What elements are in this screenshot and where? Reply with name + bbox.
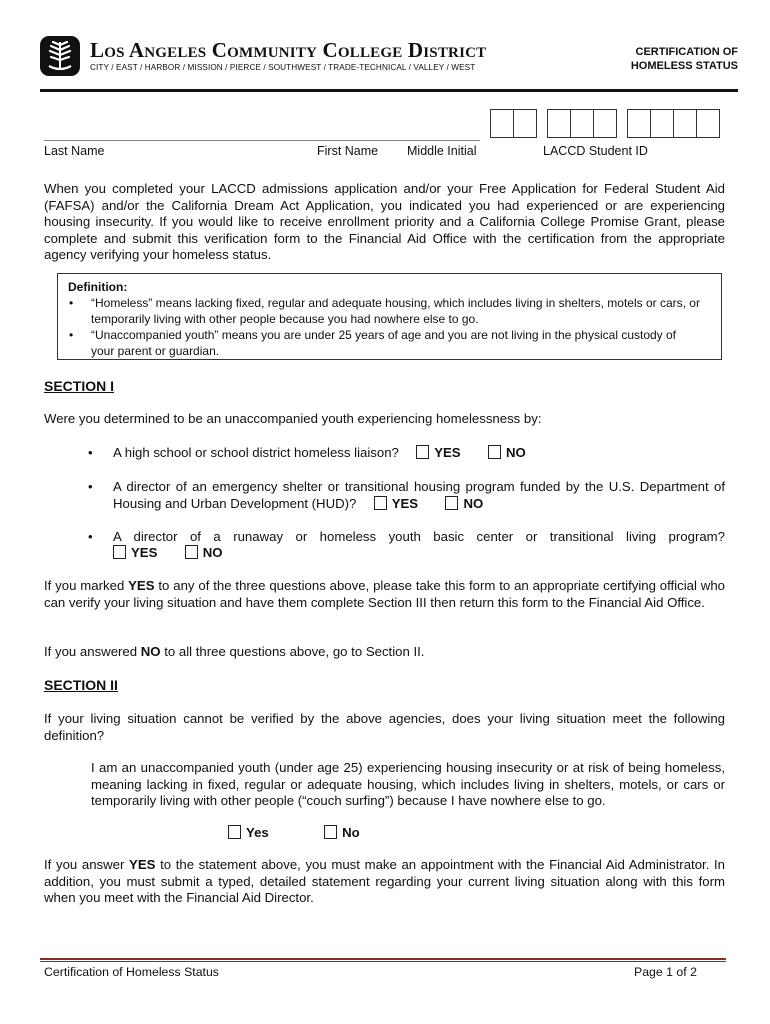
no-option[interactable]: NO [445, 496, 483, 513]
district-logo [40, 36, 80, 76]
bullet-icon: • [88, 445, 93, 460]
section-2-note: If you answer YES to the statement above, you must make an appointment with the Financial Aid Administrator. In addition, you must submit a typed, detailed statement regarding your current living situation along with this form when you meet with the Financial Aid Director. [44, 857, 725, 905]
section-1-heading: SECTION I [44, 378, 115, 394]
name-entry-line[interactable] [44, 140, 480, 141]
section-1-item-text: A director of a runaway or homeless youth basic center or transitional living program? [113, 529, 725, 544]
section-2-options [228, 825, 360, 842]
section-2-statement: I am an unaccompanied youth (under age 25) experiencing housing insecurity or at risk of being homeless, meaning lacking in fixed, regular or adequate housing, which includes living in shelters, motels, or cars or temporarily living with other people (“couch surfing”) because I have nowhere else to go. [91, 760, 725, 808]
definition-item [69, 327, 701, 359]
bullet-icon: • [88, 529, 93, 544]
student-id-digit-box[interactable] [650, 109, 674, 138]
definition-item [69, 295, 701, 327]
checkbox-icon[interactable] [324, 825, 337, 839]
checkbox-icon[interactable] [185, 545, 198, 559]
definition-title: Definition: [68, 280, 128, 294]
definition-box [57, 273, 722, 360]
checkbox-icon[interactable] [445, 496, 458, 510]
yes-option[interactable]: YES [416, 445, 460, 462]
yes-option[interactable]: Yes [228, 825, 269, 842]
no-option[interactable]: No [324, 825, 360, 842]
section-2-heading: SECTION II [44, 677, 118, 693]
section-1-item-3-options [113, 545, 223, 562]
definition-item-text: “Homeless” means lacking fixed, regular and adequate housing, which includes living in shelters, motels or cars, or temporarily living with other people because you had nowhere else to go. [91, 296, 700, 326]
student-id-digit-box[interactable] [570, 109, 594, 138]
checkbox-icon[interactable] [488, 445, 501, 459]
header-divider [40, 89, 738, 92]
student-id-digit-box[interactable] [513, 109, 537, 138]
checkbox-icon[interactable] [113, 545, 126, 559]
section-1-yes-note: If you marked YES to any of the three questions above, please take this form to an appropriate certifying official who can verify your living situation and have them complete Section III then return this form to the Financial Aid Office. [44, 578, 725, 610]
student-id-digit-box[interactable] [593, 109, 617, 138]
no-option[interactable]: NO [185, 545, 223, 562]
middle-initial-label: Middle Initial [407, 144, 477, 158]
student-id-digit-box[interactable] [673, 109, 697, 138]
section-1-item-text: A director of an emergency shelter or transitional housing program funded by the U.S. Department of Housing and Urban Development (HUD)? [113, 479, 725, 511]
document-title [631, 45, 738, 73]
checkbox-icon[interactable] [416, 445, 429, 459]
yes-option[interactable]: YES [113, 545, 157, 562]
student-id-digit-box[interactable] [627, 109, 651, 138]
district-name: Los Angeles Community College District [90, 38, 487, 62]
section-1-item [113, 479, 725, 512]
campus-list: CITY / EAST / HARBOR / MISSION / PIERCE / SOUTHWEST / TRADE-TECHNICAL / VALLEY / WEST [90, 63, 476, 72]
first-name-label: First Name [317, 144, 379, 158]
student-id-digit-box[interactable] [547, 109, 571, 138]
no-option[interactable]: NO [488, 445, 526, 462]
student-id-digit-box[interactable] [490, 109, 514, 138]
footer-divider [40, 958, 726, 960]
student-id-digit-box[interactable] [696, 109, 720, 138]
footer-divider-thin [40, 961, 726, 962]
title-line-1: CERTIFICATION OF [635, 46, 738, 58]
page-number: Page 1 of 2 [634, 965, 697, 979]
section-1-no-note: If you answered NO to all three questions above, go to Section II. [44, 644, 425, 659]
bullet-icon: • [88, 479, 93, 494]
section-1-item [113, 445, 725, 462]
section-1-question: Were you determined to be an unaccompanied youth experiencing homelessness by: [44, 411, 542, 426]
section-1-item-text: A high school or school district homeless liaison? [113, 445, 399, 460]
footer-title: Certification of Homeless Status [44, 965, 219, 979]
title-line-2: HOMELESS STATUS [630, 60, 738, 72]
student-id-label: LACCD Student ID [543, 144, 648, 158]
section-2-question: If your living situation cannot be verified by the above agencies, does your living situation meet the following definition? [44, 711, 725, 743]
last-name-label: Last Name [44, 144, 105, 158]
checkbox-icon[interactable] [228, 825, 241, 839]
yes-option[interactable]: YES [374, 496, 418, 513]
checkbox-icon[interactable] [374, 496, 387, 510]
intro-paragraph: When you completed your LACCD admissions application and/or your Free Application for Federal Student Aid (FAFSA) and/or the California Dream Act Application, you indicated you had experienced or are experiencing housing insecurity. If you would like to receive enrollment priority and a California College Promise Grant, please complete and submit this verification form to the Financial Aid Office with the certification from the appropriate agency verifying your homeless status. [44, 181, 725, 262]
bullet-icon: • [69, 296, 74, 310]
student-id-boxes [490, 109, 730, 138]
bullet-icon: • [69, 328, 74, 342]
definition-item-text: “Unaccompanied youth” means you are under 25 years of age and you are not living in the physical custody of your parent or guardian. [91, 328, 677, 358]
